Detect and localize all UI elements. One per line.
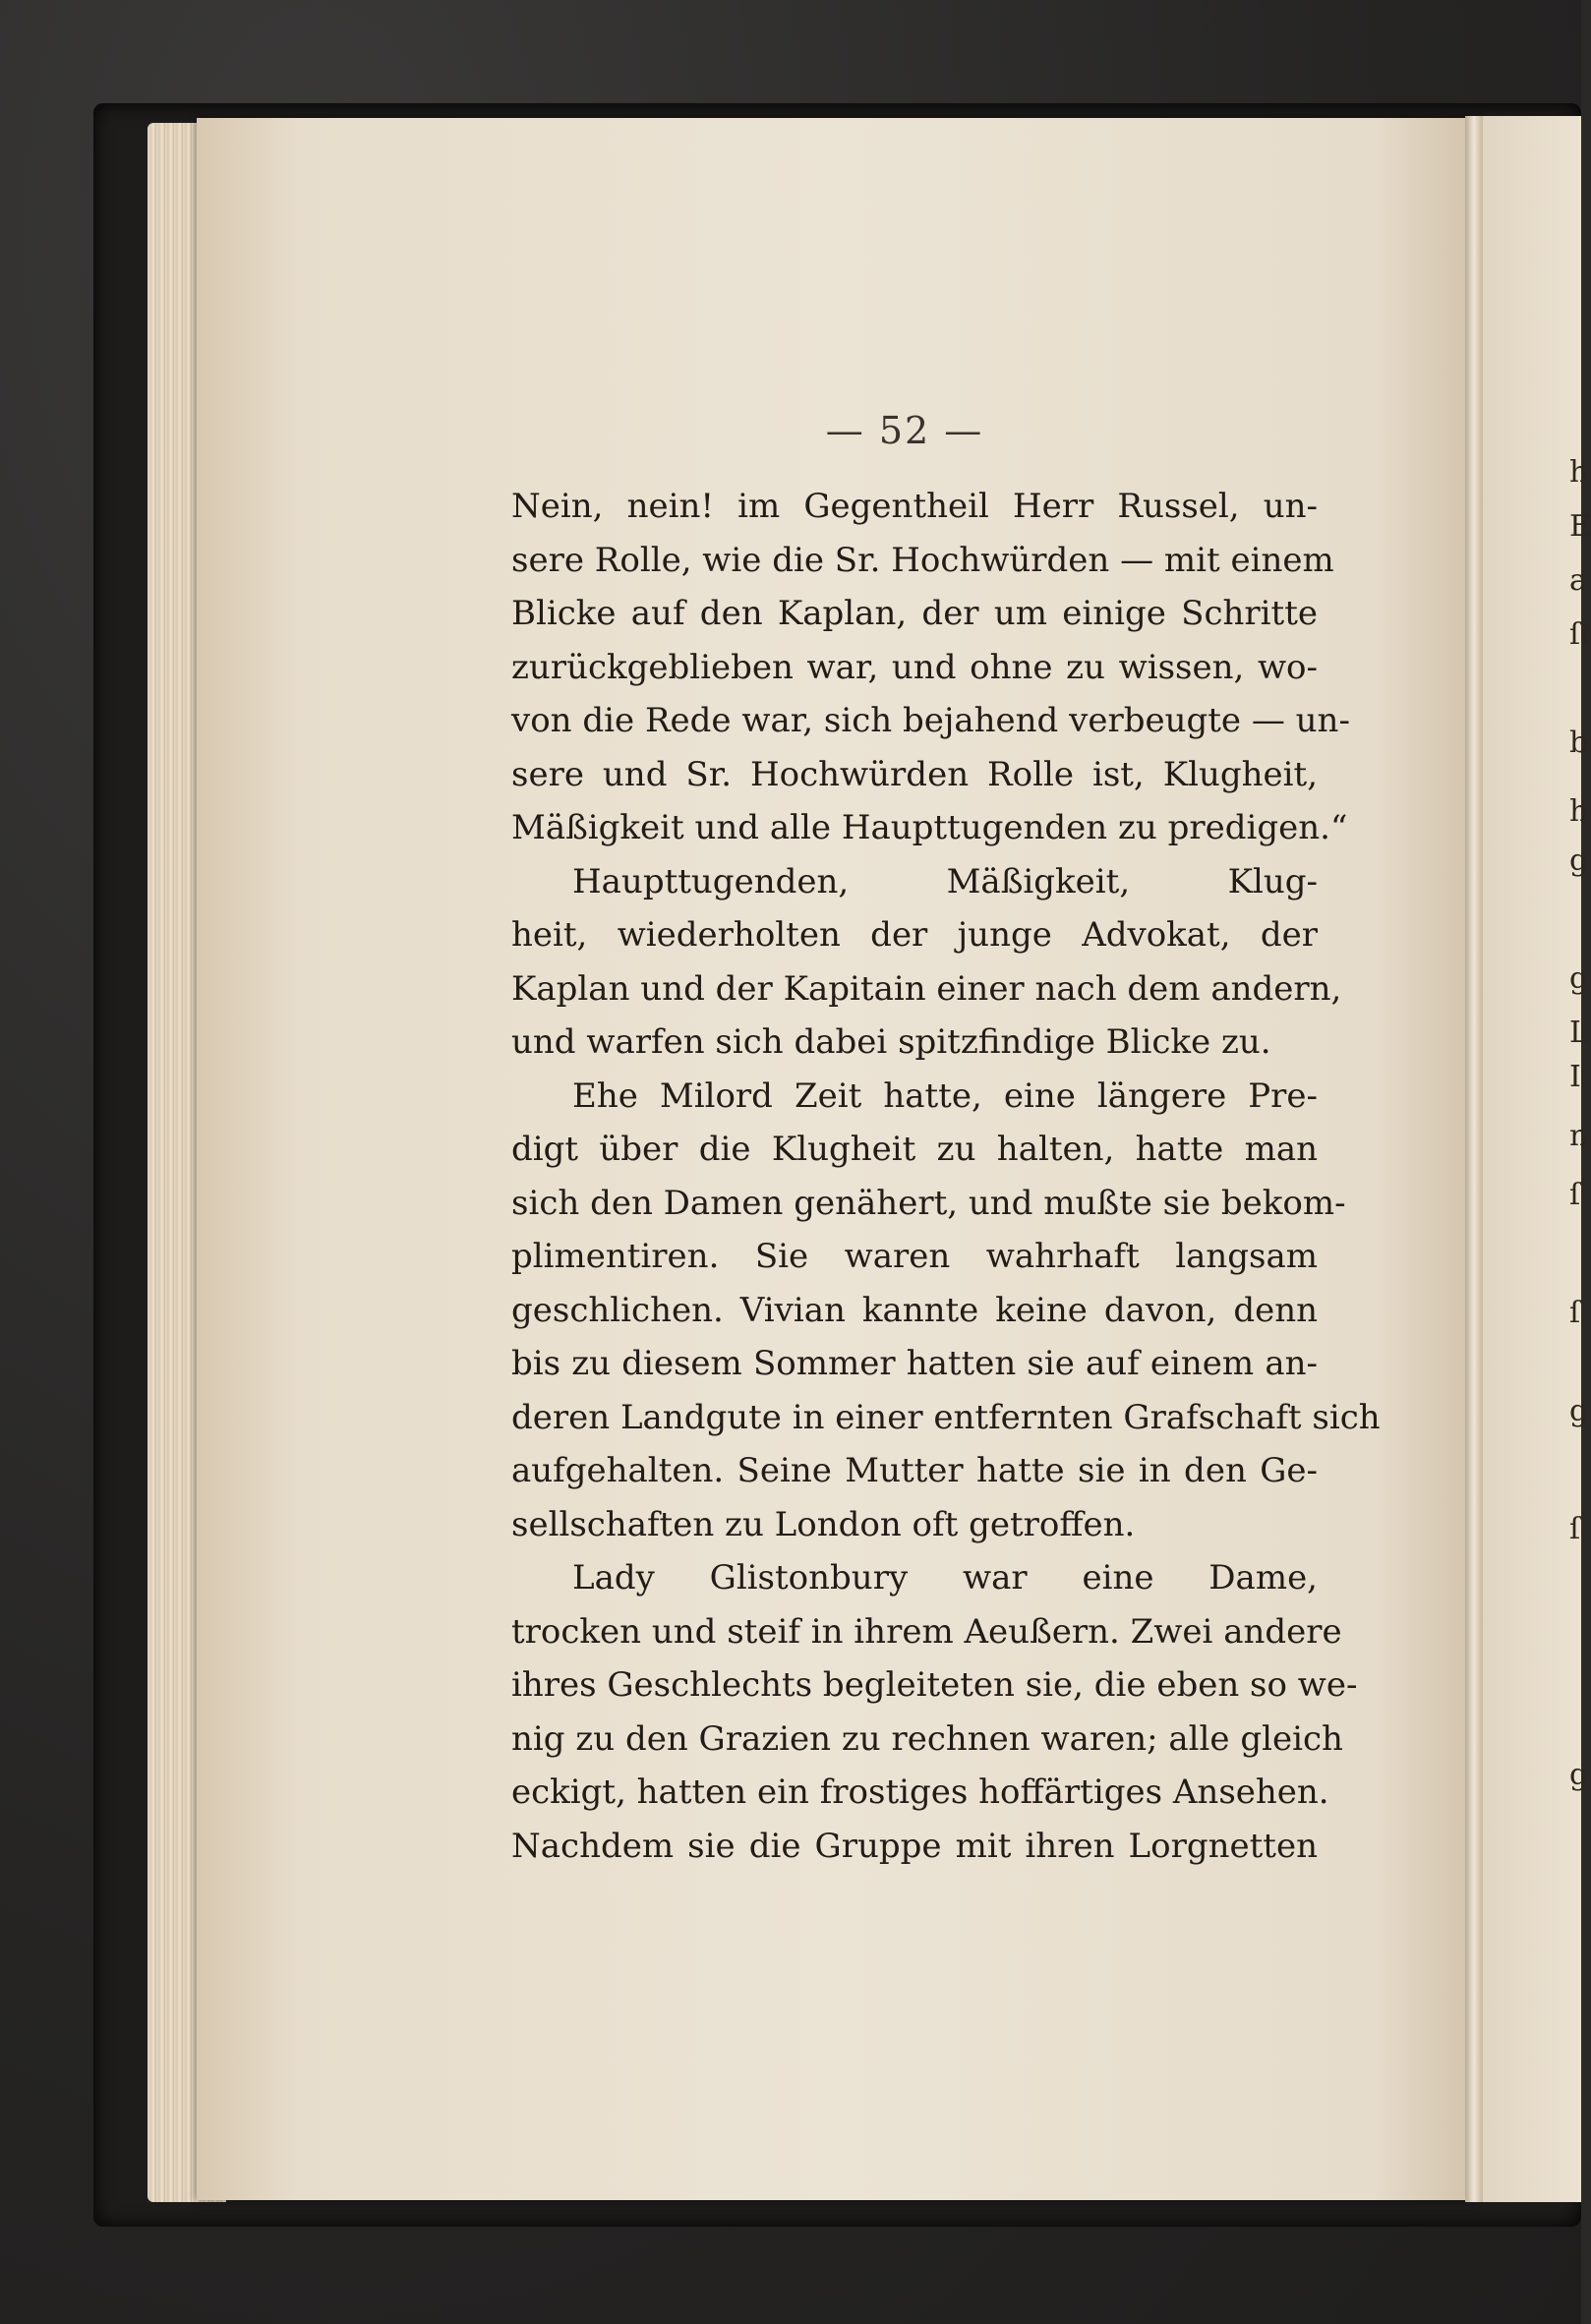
text-line: von die Rede war, sich bejahend verbeugte — un- [511, 701, 1350, 740]
text-line: sellschaften zu London oft getroffen. [511, 1504, 1136, 1544]
facing-page-fragment: h [1569, 455, 1589, 490]
body-text [511, 480, 1381, 1873]
text-line: Haupttugenden, Mäßigkeit, Klug- [572, 861, 1318, 901]
text-line: heit, wiederholten der junge Advokat, der [511, 915, 1318, 955]
text-line: Lady Glistonbury war eine Dame, [572, 1558, 1318, 1598]
text-line: bis zu diesem Sommer hatten sie auf einem an- [511, 1344, 1318, 1383]
facing-page-fragment: ſ [1569, 1512, 1581, 1546]
facing-page-edge [1483, 116, 1591, 2202]
facing-page-fragment: I [1569, 1060, 1581, 1094]
text-line: zurückgeblieben war, und ohne zu wissen, wo- [511, 647, 1318, 687]
facing-page-fragment: g [1569, 961, 1589, 996]
text-line: Mäßigkeit und alle Haupttugenden zu predigen.“ [511, 808, 1348, 847]
text-line: Kaplan und der Kapitain einer nach dem andern, [511, 968, 1342, 1009]
text-line: sere und Sr. Hochwürden Rolle ist, Klugheit, [511, 754, 1318, 794]
facing-page-fragment: ſ [1569, 1296, 1581, 1330]
text-line: Ehe Milord Zeit hatte, eine längere Pre- [572, 1075, 1318, 1116]
facing-page-fragment: h [1569, 794, 1589, 829]
facing-page-fragment: E [1569, 509, 1591, 544]
text-line: deren Landgute in einer entfernten Grafschaft sich [511, 1397, 1381, 1437]
text-line: nig zu den Grazien zu rechnen waren; alle gleich [511, 1718, 1343, 1759]
text-line: aufgehalten. Seine Mutter hatte sie in den Ge- [511, 1451, 1318, 1490]
facing-page-fragment: ſ [1569, 1178, 1581, 1212]
text-line: Blicke auf den Kaplan, der um einige Schritte [511, 594, 1318, 633]
text-line: eckigt, hatten ein frostiges hoffärtiges Ansehen. [511, 1772, 1329, 1812]
facing-page-fragment: n [1569, 1119, 1589, 1153]
text-line: Nein, nein! im Gegentheil Herr Russel, un- [511, 487, 1318, 526]
facing-page-fragment: a [1569, 563, 1587, 598]
page-number: — 52 — [825, 409, 984, 452]
facing-page-fragment: ſi [1569, 617, 1590, 652]
text-line: Nachdem sie die Gruppe mit ihren Lorgnetten [511, 1826, 1318, 1866]
facing-page-fragment: b [1569, 726, 1589, 760]
text-line: sich den Damen genähert, und mußte sie bekom- [511, 1183, 1346, 1223]
text-line: plimentiren. Sie waren wahrhaft langsam [511, 1237, 1318, 1276]
facing-page-fragment: g [1569, 1758, 1589, 1792]
text-line: digt über die Klugheit zu halten, hatte man [511, 1130, 1318, 1169]
facing-page-fragment: g [1569, 1394, 1589, 1428]
text-line: ihres Geschlechts begleiteten sie, die eben so we- [511, 1665, 1358, 1705]
facing-page-fragment: L [1569, 1016, 1589, 1050]
text-line: und warfen sich dabei spitzfindige Blicke zu. [511, 1022, 1271, 1062]
facing-page-fragment: g [1569, 843, 1589, 878]
text-line: sere Rolle, wie die Sr. Hochwürden — mit einem [511, 540, 1334, 580]
text-line: geschlichen. Vivian kannte keine davon, denn [511, 1290, 1318, 1330]
book-gutter [1465, 116, 1483, 2202]
text-line: trocken und steif in ihrem Aeußern. Zwei andere [511, 1611, 1342, 1652]
